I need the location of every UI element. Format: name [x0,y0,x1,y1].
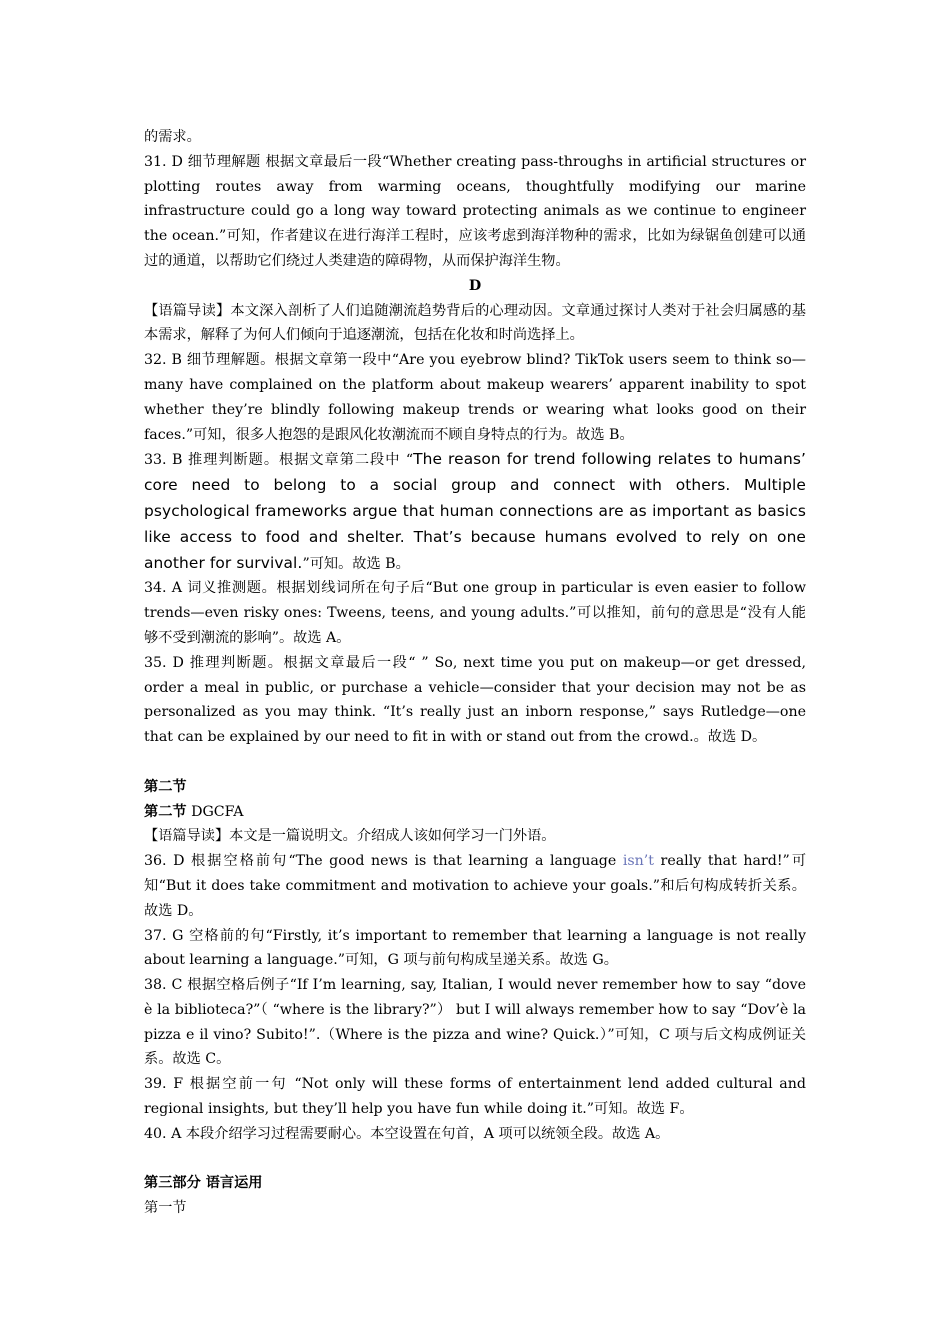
section-2-heading: 第二节 [144,778,187,795]
answer-36-suffix: really that hard!”可知“But it does take commitment and motivation to achieve your goals.”和后句构成转折关系。故选 D。 [144,853,807,919]
spacer [144,1147,806,1172]
answer-36 [144,849,806,923]
spacer [144,750,806,775]
passage-intro-2: 【语篇导读】本文是一篇说明文。介绍成人该如何学习一门外语。 [144,828,556,845]
answer-38: 38. C 根据空格后例子“If I’m learning, say, Italian, I would never remember how to say “dove è la biblioteca?”（ “where is the library?”） but I will always remember how to say “Dov’è la pizza e il vino? Subito!”.（Where is the pizza and wine? Quick.）”可知，C 项与后文构成例证关系。故选 C。 [144,977,806,1068]
answer-33-quote: The reason for trend following relates to humans’ core need to belong to a social group and connect with others. Multiple psychological frameworks argue that human connections are as important as basics like access to food and shelter. That’s because humans evolved to rely on one another for survival. [144,450,807,572]
passage-intro-d: 【语篇导读】本文深入剖析了人们追随潮流趋势背后的心理动因。文章通过探讨人类对于社会归属感的基本需求，解释了为何人们倾向于追逐潮流，包括在化妆和时尚选择上。 [144,302,806,344]
answer-35: 35. D 推理判断题。根据文章最后一段“ ” So, next time you put on makeup—or get dressed, order a meal in public, or purchase a vehicle—consider that your decision may not be as personalized as you may think. “It’s really just an inborn response,” says Rutledge—one that can be explained by our need to fit in with or stand out from the crowd.。故选 D。 [144,654,806,746]
document-page [144,125,806,1221]
answer-36-highlight: isn’t [622,853,654,870]
section-2-label: 第二节 [144,803,187,820]
answer-40: 40. A 本段介绍学习过程需要耐心。本空设置在句首，A 项可以统领全段。故选 A。 [144,1125,670,1142]
answer-33-prefix: 33. B 推理判断题。根据文章第二段中 “ [144,452,414,469]
answer-33 [144,447,806,576]
answer-34: 34. A 词义推测题。根据划线词所在句子后“But one group in particular is even easier to follow trends—even risky ones: Tweens, teens, and young adults.”可以推知，前句的意思是“没有人能够不受到潮流的影响”。故选 A。 [144,580,806,646]
answer-39: 39. F 根据空前一句 “Not only will these forms of entertainment lend added cultural and regional insights, but they’ll help you have fun while doing it.”可知。故选 F。 [144,1076,806,1118]
section-2-answers [144,800,806,825]
section-2-key: DGCFA [191,803,244,820]
section-1-heading: 第一节 [144,1200,187,1217]
part-3-heading: 第三部分 语言运用 [144,1175,263,1192]
answer-36-prefix: 36. D 根据空格前句“The good news is that learning a language [144,853,623,870]
answer-33-suffix: ”可知。故选 B。 [302,555,410,572]
answer-37: 37. G 空格前的句“Firstly, it’s important to remember that learning a language is not really about learning a language.”可知，G 项与前句构成呈递关系。故选 G。 [144,927,806,969]
section-d-heading: D [468,277,482,294]
text-line: 的需求。 [144,129,201,145]
answer-31: 31. D 细节理解题 根据文章最后一段“Whether creating pass-throughs in artificial structures or plotting routes away from warming oceans, thoughtfully modifying our marine infrastructure could go a long way toward protecting animals as we continue to engineer the ocean.”可知，作者建议在进行海洋工程时，应该考虑到海洋物种的需求，比如为绿锯鱼创建可以通过的通道，以帮助它们绕过人类建造的障碍物，从而保护海洋生物。 [144,153,806,269]
answer-32: 32. B 细节理解题。根据文章第一段中“Are you eyebrow blind? TikTok users seem to think so—many have complained on the platform about makeup wearers’ apparent inability to spot whether they’re blindly following makeup trends or wearing what looks good on their faces.”可知，很多人抱怨的是跟风化妆潮流而不顾自身特点的行为。故选 B。 [144,352,806,443]
